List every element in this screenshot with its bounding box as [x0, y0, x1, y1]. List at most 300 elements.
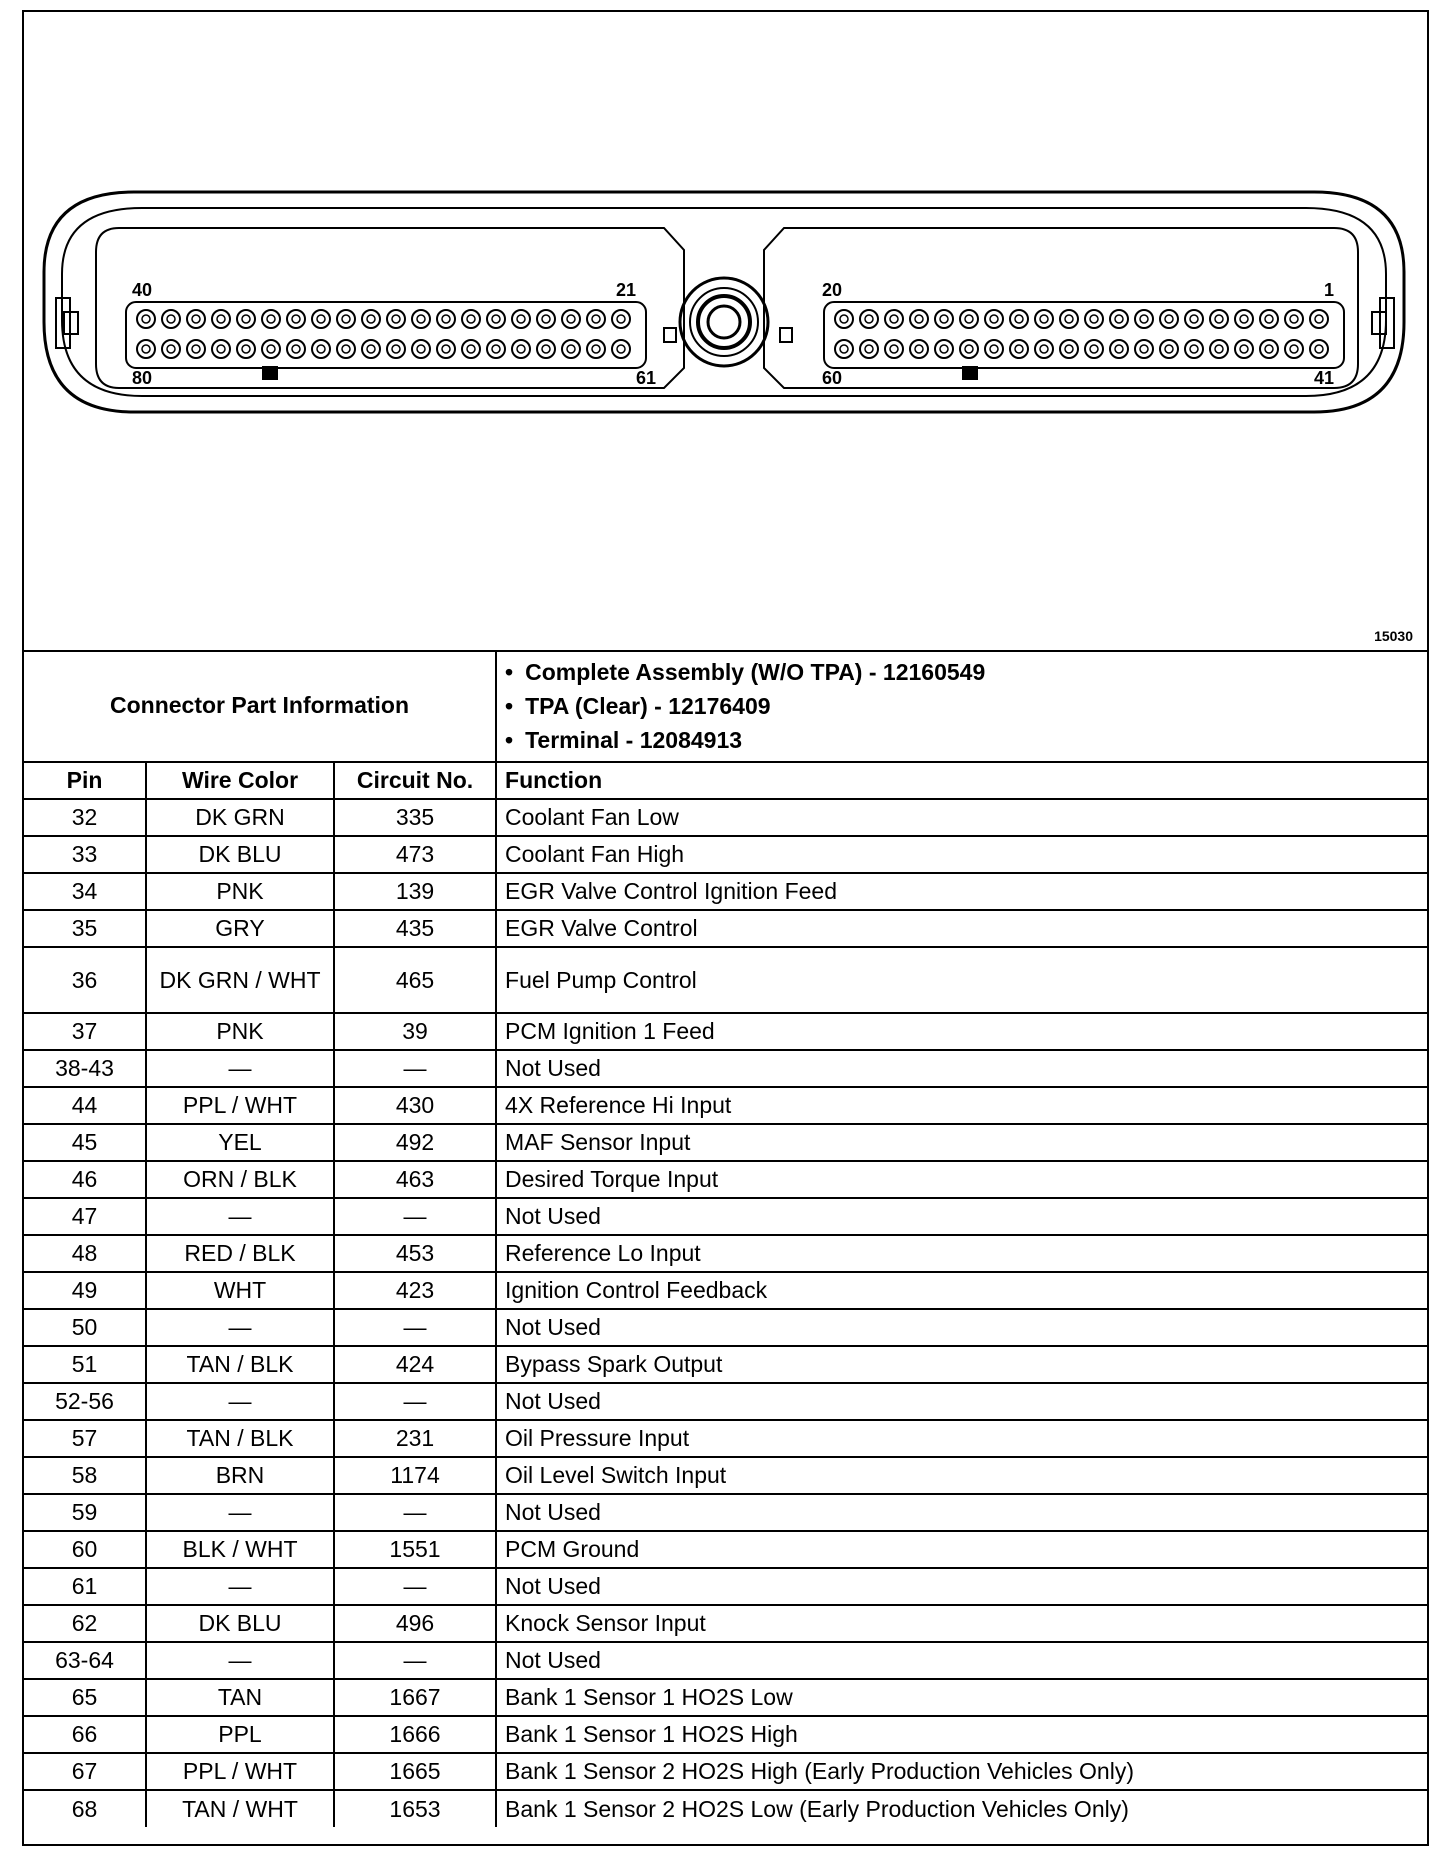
- function-cell: Not Used: [496, 1198, 1427, 1235]
- pin-hole-inner: [292, 315, 300, 323]
- circuit-cell: 1174: [334, 1457, 496, 1494]
- pin-hole-inner: [617, 315, 625, 323]
- function-cell: PCM Ignition 1 Feed: [496, 1013, 1427, 1050]
- circuit-cell: 465: [334, 947, 496, 1013]
- pin-hole-inner: [217, 315, 225, 323]
- pin-hole-inner: [242, 315, 250, 323]
- pin-hole-left: [212, 340, 230, 358]
- pin-hole-right: [885, 340, 903, 358]
- circuit-cell: 453: [334, 1235, 496, 1272]
- pin-hole-right: [860, 340, 878, 358]
- pin-cell: 48: [24, 1235, 146, 1272]
- wire-color-cell: TAN / BLK: [146, 1346, 334, 1383]
- pin-hole-right: [1085, 310, 1103, 328]
- function-cell: Not Used: [496, 1383, 1427, 1420]
- pin-hole-left: [387, 340, 405, 358]
- function-cell: Not Used: [496, 1309, 1427, 1346]
- pin-hole-inner: [1015, 345, 1023, 353]
- pin-hole-inner: [467, 345, 475, 353]
- pin-hole-right: [1260, 310, 1278, 328]
- figure-number: 15030: [1374, 628, 1413, 644]
- circuit-cell: —: [334, 1642, 496, 1679]
- pin-hole-inner: [392, 315, 400, 323]
- table-row: [24, 1716, 1427, 1753]
- pin-hole-left: [137, 310, 155, 328]
- circuit-cell: 463: [334, 1161, 496, 1198]
- table-row: [24, 1679, 1427, 1716]
- pin-hole-inner: [890, 315, 898, 323]
- pin-hole-inner: [1140, 315, 1148, 323]
- pin-cell: 47: [24, 1198, 146, 1235]
- pin-hole-left: [237, 340, 255, 358]
- pin-hole-left: [262, 340, 280, 358]
- circuit-cell: 430: [334, 1087, 496, 1124]
- table-row: [24, 1198, 1427, 1235]
- pin-hole-inner: [542, 345, 550, 353]
- pinout-table: [24, 650, 1427, 1827]
- pin-hole-right: [1285, 340, 1303, 358]
- pin-hole-left: [462, 310, 480, 328]
- pin-hole-right: [960, 310, 978, 328]
- pin-hole-left: [462, 340, 480, 358]
- table-row: [24, 1605, 1427, 1642]
- circuit-cell: 435: [334, 910, 496, 947]
- pin-hole-inner: [517, 345, 525, 353]
- pin-hole-right: [1160, 310, 1178, 328]
- circuit-cell: —: [334, 1494, 496, 1531]
- pin-hole-inner: [467, 315, 475, 323]
- pin-label-60: 60: [822, 368, 843, 388]
- pin-hole-inner: [217, 345, 225, 353]
- pin-hole-left: [562, 340, 580, 358]
- pin-hole-inner: [417, 315, 425, 323]
- wire-color-cell: PNK: [146, 873, 334, 910]
- pin-hole-left: [137, 340, 155, 358]
- function-cell: 4X Reference Hi Input: [496, 1087, 1427, 1124]
- function-cell: Oil Pressure Input: [496, 1420, 1427, 1457]
- wire-color-cell: ORN / BLK: [146, 1161, 334, 1198]
- pin-hole-left: [437, 340, 455, 358]
- function-cell: Oil Level Switch Input: [496, 1457, 1427, 1494]
- function-cell: Fuel Pump Control: [496, 947, 1427, 1013]
- pin-hole-left: [587, 340, 605, 358]
- wire-color-cell: PPL / WHT: [146, 1087, 334, 1124]
- pin-hole-left: [312, 310, 330, 328]
- pin-hole-inner: [192, 345, 200, 353]
- pin-hole-right: [1085, 340, 1103, 358]
- table-row: [24, 947, 1427, 1013]
- circuit-cell: 473: [334, 836, 496, 873]
- circuit-cell: —: [334, 1309, 496, 1346]
- pin-hole-inner: [592, 345, 600, 353]
- table-row: [24, 1383, 1427, 1420]
- pin-hole-left: [337, 310, 355, 328]
- circuit-cell: 1551: [334, 1531, 496, 1568]
- pin-cell: 33: [24, 836, 146, 873]
- function-cell: Reference Lo Input: [496, 1235, 1427, 1272]
- function-cell: MAF Sensor Input: [496, 1124, 1427, 1161]
- function-cell: Not Used: [496, 1568, 1427, 1605]
- pin-hole-left: [212, 310, 230, 328]
- function-cell: Ignition Control Feedback: [496, 1272, 1427, 1309]
- wire-color-cell: BLK / WHT: [146, 1531, 334, 1568]
- pin-hole-inner: [1140, 345, 1148, 353]
- pin-hole-left: [312, 340, 330, 358]
- pin-hole-right: [1235, 340, 1253, 358]
- pin-hole-inner: [1065, 345, 1073, 353]
- pin-cell: 59: [24, 1494, 146, 1531]
- pin-cell: 44: [24, 1087, 146, 1124]
- pin-hole-inner: [167, 315, 175, 323]
- pin-hole-left: [362, 340, 380, 358]
- pin-label-80: 80: [132, 368, 153, 388]
- table-row: [24, 1420, 1427, 1457]
- wire-color-cell: —: [146, 1494, 334, 1531]
- pin-hole-inner: [1090, 345, 1098, 353]
- function-cell: Knock Sensor Input: [496, 1605, 1427, 1642]
- pin-hole-right: [1210, 310, 1228, 328]
- pin-hole-right: [935, 340, 953, 358]
- pin-hole-right: [1210, 340, 1228, 358]
- function-cell: Bank 1 Sensor 1 HO2S Low: [496, 1679, 1427, 1716]
- pin-hole-inner: [890, 345, 898, 353]
- pin-hole-left: [612, 310, 630, 328]
- circuit-cell: 424: [334, 1346, 496, 1383]
- pin-cell: 37: [24, 1013, 146, 1050]
- header-pin: Pin: [24, 762, 146, 799]
- pin-hole-left: [587, 310, 605, 328]
- circuit-cell: 1666: [334, 1716, 496, 1753]
- wire-color-cell: PPL: [146, 1716, 334, 1753]
- pin-hole-inner: [915, 315, 923, 323]
- part-info-item: • TPA (Clear) - 12176409: [505, 689, 1419, 723]
- wire-color-cell: PNK: [146, 1013, 334, 1050]
- function-cell: Desired Torque Input: [496, 1161, 1427, 1198]
- wire-color-cell: —: [146, 1198, 334, 1235]
- pin-hole-inner: [1115, 345, 1123, 353]
- function-cell: Coolant Fan High: [496, 836, 1427, 873]
- pin-hole-inner: [1190, 315, 1198, 323]
- table-row: [24, 1124, 1427, 1161]
- pin-hole-inner: [1315, 315, 1323, 323]
- pin-hole-inner: [342, 315, 350, 323]
- pin-cell: 50: [24, 1309, 146, 1346]
- header-function: Function: [496, 762, 1427, 799]
- pin-hole-inner: [1040, 315, 1048, 323]
- table-row: [24, 873, 1427, 910]
- pin-cell: 68: [24, 1790, 146, 1827]
- pin-hole-inner: [267, 345, 275, 353]
- circuit-cell: 1665: [334, 1753, 496, 1790]
- pin-hole-inner: [1040, 345, 1048, 353]
- pin-hole-inner: [142, 345, 150, 353]
- wire-color-cell: RED / BLK: [146, 1235, 334, 1272]
- circuit-cell: 496: [334, 1605, 496, 1642]
- pin-hole-inner: [1265, 345, 1273, 353]
- pin-cell: 61: [24, 1568, 146, 1605]
- pin-label-1: 1: [1323, 280, 1334, 300]
- pin-hole-inner: [1290, 345, 1298, 353]
- pin-hole-left: [437, 310, 455, 328]
- pin-hole-left: [512, 310, 530, 328]
- pin-hole-inner: [342, 345, 350, 353]
- pin-hole-inner: [617, 345, 625, 353]
- circuit-cell: 492: [334, 1124, 496, 1161]
- table-row: [24, 1309, 1427, 1346]
- pin-hole-inner: [317, 315, 325, 323]
- pin-hole-right: [1160, 340, 1178, 358]
- pin-hole-inner: [367, 345, 375, 353]
- pin-hole-left: [362, 310, 380, 328]
- table-row: [24, 910, 1427, 947]
- pin-hole-left: [287, 340, 305, 358]
- circuit-cell: 335: [334, 799, 496, 836]
- pin-cell: 60: [24, 1531, 146, 1568]
- pin-hole-left: [487, 310, 505, 328]
- pin-hole-inner: [1015, 315, 1023, 323]
- pin-hole-inner: [392, 345, 400, 353]
- pin-label-40: 40: [132, 280, 153, 300]
- pin-hole-inner: [492, 345, 500, 353]
- pin-hole-inner: [840, 315, 848, 323]
- table-row: [24, 1531, 1427, 1568]
- pin-hole-inner: [965, 315, 973, 323]
- part-info-item: • Terminal - 12084913: [505, 723, 1419, 757]
- function-cell: Not Used: [496, 1642, 1427, 1679]
- pin-hole-right: [1135, 310, 1153, 328]
- pin-hole-inner: [1240, 315, 1248, 323]
- pin-cell: 62: [24, 1605, 146, 1642]
- wire-color-cell: GRY: [146, 910, 334, 947]
- wire-color-cell: DK BLU: [146, 836, 334, 873]
- header-circuit-no: Circuit No.: [334, 762, 496, 799]
- function-cell: Bypass Spark Output: [496, 1346, 1427, 1383]
- pin-hole-right: [1185, 310, 1203, 328]
- table-row: [24, 1161, 1427, 1198]
- pin-hole-right: [1035, 340, 1053, 358]
- pin-hole-left: [612, 340, 630, 358]
- wire-color-cell: WHT: [146, 1272, 334, 1309]
- circuit-cell: 139: [334, 873, 496, 910]
- function-cell: Not Used: [496, 1050, 1427, 1087]
- pin-hole-inner: [990, 345, 998, 353]
- wire-color-cell: —: [146, 1050, 334, 1087]
- pin-cell: 34: [24, 873, 146, 910]
- pin-hole-left: [387, 310, 405, 328]
- pin-hole-inner: [1165, 315, 1173, 323]
- pin-hole-right: [835, 340, 853, 358]
- pin-hole-left: [162, 310, 180, 328]
- function-cell: PCM Ground: [496, 1531, 1427, 1568]
- circuit-cell: 423: [334, 1272, 496, 1309]
- pin-hole-left: [162, 340, 180, 358]
- pin-cell: 58: [24, 1457, 146, 1494]
- pin-hole-right: [1010, 310, 1028, 328]
- pin-label-20: 20: [822, 280, 843, 300]
- pin-cell: 36: [24, 947, 146, 1013]
- pin-hole-right: [935, 310, 953, 328]
- wire-color-cell: BRN: [146, 1457, 334, 1494]
- pin-hole-right: [985, 340, 1003, 358]
- pin-cell: 65: [24, 1679, 146, 1716]
- function-cell: Not Used: [496, 1494, 1427, 1531]
- pin-hole-inner: [865, 315, 873, 323]
- pin-hole-inner: [1240, 345, 1248, 353]
- function-cell: EGR Valve Control Ignition Feed: [496, 873, 1427, 910]
- pin-hole-left: [187, 310, 205, 328]
- pin-cell: 63-64: [24, 1642, 146, 1679]
- connector-sheet: [22, 10, 1429, 1846]
- pin-hole-right: [1060, 340, 1078, 358]
- pin-hole-inner: [192, 315, 200, 323]
- header-wire-color: Wire Color: [146, 762, 334, 799]
- pin-hole-inner: [417, 345, 425, 353]
- pin-hole-right: [835, 310, 853, 328]
- circuit-cell: 39: [334, 1013, 496, 1050]
- wire-color-cell: PPL / WHT: [146, 1753, 334, 1790]
- pin-hole-inner: [442, 345, 450, 353]
- pin-hole-inner: [442, 315, 450, 323]
- table-row: [24, 1494, 1427, 1531]
- table-row: [24, 1272, 1427, 1309]
- pin-hole-inner: [1290, 315, 1298, 323]
- pin-hole-right: [1260, 340, 1278, 358]
- pin-cell: 35: [24, 910, 146, 947]
- table-row: [24, 836, 1427, 873]
- pin-hole-right: [1010, 340, 1028, 358]
- table-row: [24, 1790, 1427, 1827]
- circuit-cell: —: [334, 1198, 496, 1235]
- circuit-cell: —: [334, 1050, 496, 1087]
- pin-hole-inner: [1115, 315, 1123, 323]
- pin-hole-inner: [940, 315, 948, 323]
- pin-hole-inner: [840, 345, 848, 353]
- circuit-cell: —: [334, 1383, 496, 1420]
- pin-hole-inner: [242, 345, 250, 353]
- table-row: [24, 1568, 1427, 1605]
- pin-hole-inner: [940, 345, 948, 353]
- pin-hole-inner: [990, 315, 998, 323]
- pin-hole-left: [512, 340, 530, 358]
- pin-cell: 52-56: [24, 1383, 146, 1420]
- pin-hole-right: [1110, 310, 1128, 328]
- pin-hole-right: [1310, 340, 1328, 358]
- table-row: [24, 1346, 1427, 1383]
- circuit-cell: 231: [334, 1420, 496, 1457]
- pin-hole-inner: [567, 315, 575, 323]
- pin-hole-inner: [1215, 315, 1223, 323]
- pin-hole-inner: [1065, 315, 1073, 323]
- wire-color-cell: TAN / WHT: [146, 1790, 334, 1827]
- wire-color-cell: —: [146, 1383, 334, 1420]
- table-row: [24, 1050, 1427, 1087]
- pin-hole-right: [1060, 310, 1078, 328]
- connector-part-info-list: [496, 650, 1427, 762]
- pin-hole-right: [960, 340, 978, 358]
- pin-hole-inner: [267, 315, 275, 323]
- function-cell: EGR Valve Control: [496, 910, 1427, 947]
- circuit-cell: —: [334, 1568, 496, 1605]
- pin-hole-right: [985, 310, 1003, 328]
- pin-cell: 49: [24, 1272, 146, 1309]
- pin-hole-inner: [1315, 345, 1323, 353]
- pin-cell: 51: [24, 1346, 146, 1383]
- pin-hole-inner: [1265, 315, 1273, 323]
- pin-hole-inner: [1090, 315, 1098, 323]
- connector-face-drawing: [24, 12, 1427, 652]
- table-row: [24, 1457, 1427, 1494]
- center-bolt-icon: [680, 278, 768, 366]
- pin-hole-left: [412, 340, 430, 358]
- table-row: [24, 1087, 1427, 1124]
- function-cell: Bank 1 Sensor 2 HO2S Low (Early Production Vehicles Only): [496, 1790, 1427, 1827]
- wire-color-cell: DK GRN: [146, 799, 334, 836]
- pin-hole-right: [910, 340, 928, 358]
- pin-hole-left: [562, 310, 580, 328]
- pin-hole-inner: [317, 345, 325, 353]
- pin-hole-left: [537, 340, 555, 358]
- wire-color-cell: —: [146, 1309, 334, 1346]
- pin-hole-inner: [965, 345, 973, 353]
- pin-hole-right: [860, 310, 878, 328]
- pin-hole-inner: [292, 345, 300, 353]
- wire-color-cell: —: [146, 1568, 334, 1605]
- table-row: [24, 1013, 1427, 1050]
- wire-color-cell: DK GRN / WHT: [146, 947, 334, 1013]
- table-row: [24, 1235, 1427, 1272]
- pin-hole-left: [237, 310, 255, 328]
- table-row: [24, 1642, 1427, 1679]
- pin-label-61: 61: [635, 368, 656, 388]
- connector-part-info-label: Connector Part Information: [24, 650, 496, 762]
- pin-hole-left: [487, 340, 505, 358]
- pin-hole-left: [337, 340, 355, 358]
- pin-hole-inner: [142, 315, 150, 323]
- pin-cell: 32: [24, 799, 146, 836]
- wire-color-cell: TAN / BLK: [146, 1420, 334, 1457]
- wire-color-cell: YEL: [146, 1124, 334, 1161]
- pin-hole-inner: [915, 345, 923, 353]
- table-row: [24, 1753, 1427, 1790]
- pin-hole-inner: [517, 315, 525, 323]
- pin-hole-left: [537, 310, 555, 328]
- pin-hole-inner: [367, 315, 375, 323]
- pin-cell: 66: [24, 1716, 146, 1753]
- pin-hole-inner: [592, 315, 600, 323]
- wire-color-cell: DK BLU: [146, 1605, 334, 1642]
- pin-hole-left: [412, 310, 430, 328]
- pin-hole-right: [1035, 310, 1053, 328]
- pin-hole-inner: [492, 315, 500, 323]
- pin-hole-inner: [865, 345, 873, 353]
- pin-hole-inner: [1190, 345, 1198, 353]
- pin-cell: 46: [24, 1161, 146, 1198]
- pin-hole-left: [287, 310, 305, 328]
- pin-cell: 38-43: [24, 1050, 146, 1087]
- pin-hole-right: [1135, 340, 1153, 358]
- circuit-cell: 1653: [334, 1790, 496, 1827]
- pin-hole-right: [1110, 340, 1128, 358]
- pin-hole-inner: [1215, 345, 1223, 353]
- function-cell: Coolant Fan Low: [496, 799, 1427, 836]
- wire-color-cell: TAN: [146, 1679, 334, 1716]
- pin-hole-inner: [542, 315, 550, 323]
- pin-hole-right: [1185, 340, 1203, 358]
- pin-hole-left: [262, 310, 280, 328]
- pin-hole-left: [187, 340, 205, 358]
- pin-hole-right: [910, 310, 928, 328]
- wire-color-cell: —: [146, 1642, 334, 1679]
